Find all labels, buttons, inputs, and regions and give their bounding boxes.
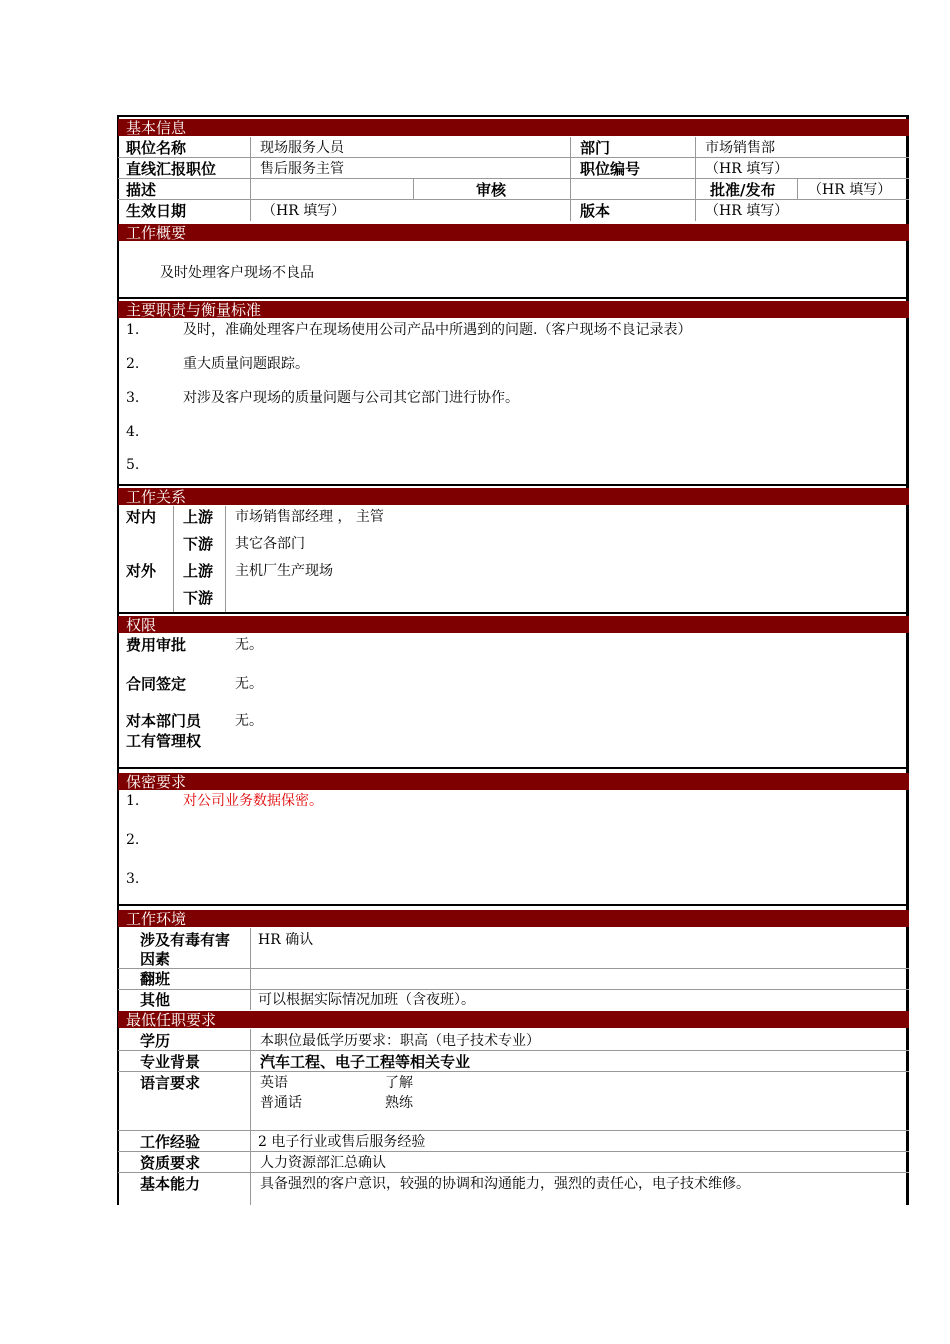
authority-label: 合同签定: [126, 675, 187, 693]
confidential-num: 3.: [126, 871, 140, 887]
major-label: 专业背景: [140, 1053, 201, 1071]
section-header-confidentiality: 保密要求: [118, 773, 909, 790]
divider: [250, 137, 251, 221]
hazard-label-line2: 因素: [140, 950, 171, 968]
upstream-label: 上游: [183, 508, 214, 526]
divider: [118, 989, 909, 990]
divider: [118, 199, 909, 200]
divider: [118, 968, 909, 969]
version-value: （HR 填写）: [705, 203, 789, 219]
section-header-summary: 工作概要: [118, 224, 909, 241]
section-header-environment: 工作环境: [118, 910, 909, 927]
divider: [797, 178, 798, 199]
divider: [118, 904, 909, 906]
section-header-requirements: 最低任职要求: [118, 1011, 909, 1028]
divider: [118, 1050, 909, 1051]
hazard-value: HR 确认: [258, 932, 314, 948]
experience-label: 工作经验: [140, 1133, 201, 1151]
authority-value: 无。: [235, 713, 263, 729]
confidential-num: 2.: [126, 832, 140, 848]
divider: [118, 1071, 909, 1072]
divider: [118, 157, 909, 158]
review-label: 审核: [476, 181, 507, 199]
divider: [695, 137, 696, 221]
divider: [118, 767, 909, 769]
other-label: 其他: [140, 991, 171, 1009]
divider: [118, 612, 909, 614]
divider: [413, 178, 414, 199]
effective-date-value: （HR 填写）: [262, 203, 346, 219]
authority-value: 无。: [235, 676, 263, 692]
duty-num: 2.: [126, 356, 140, 372]
divider: [118, 1172, 909, 1173]
duty-text: 对涉及客户现场的质量问题与公司其它部门进行协作。: [183, 390, 519, 406]
duty-num: 4.: [126, 424, 140, 440]
version-label: 版本: [580, 202, 611, 220]
language-name: 英语: [260, 1075, 288, 1091]
divider: [118, 297, 909, 299]
authority-label-line2: 工有管理权: [126, 732, 202, 750]
section-header-duties: 主要职责与衡量标准: [118, 301, 909, 318]
authority-label: 对本部门员: [126, 712, 202, 730]
job-code-label: 职位编号: [580, 160, 641, 178]
internal-upstream-value: 市场销售部经理 ， 主管: [235, 509, 384, 525]
divider: [250, 928, 251, 1010]
downstream-label: 下游: [183, 535, 214, 553]
divider: [118, 1130, 909, 1131]
approve-label: 批准/发布: [710, 181, 776, 199]
duty-num: 5.: [126, 457, 140, 473]
overtime-label: 翻班: [140, 970, 171, 988]
job-code-value: （HR 填写）: [705, 161, 789, 177]
major-value: 汽车工程、电子工程等相关专业: [260, 1053, 471, 1071]
department-label: 部门: [580, 139, 611, 157]
hazard-label: 涉及有毒有害: [140, 931, 231, 949]
divider: [250, 1029, 251, 1205]
divider: [118, 484, 909, 486]
language-level: 了解: [385, 1075, 413, 1091]
summary-text: 及时处理客户现场不良品: [160, 265, 314, 281]
section-header-authority: 权限: [118, 616, 909, 633]
external-upstream-value: 主机厂生产现场: [235, 563, 333, 579]
external-label: 对外: [126, 562, 157, 580]
divider: [173, 506, 174, 612]
effective-date-label: 生效日期: [126, 202, 187, 220]
authority-value: 无。: [235, 637, 263, 653]
other-value: 可以根据实际情况加班（含夜班）。: [258, 992, 475, 1008]
education-value: 本职位最低学历要求：职高（电子技术专业）: [260, 1033, 540, 1049]
confidential-text: 对公司业务数据保密。: [183, 793, 323, 809]
department-value: 市场销售部: [705, 140, 775, 156]
internal-label: 对内: [126, 508, 157, 526]
section-header-relations: 工作关系: [118, 488, 909, 505]
report-to-label: 直线汇报职位: [126, 160, 217, 178]
divider: [225, 506, 226, 612]
upstream-label: 上游: [183, 562, 214, 580]
divider: [118, 178, 909, 179]
approve-value: （HR 填写）: [808, 182, 892, 198]
duty-text: 及时，准确处理客户在现场使用公司产品中所遇到的问题.（客户现场不良记录表）: [183, 322, 692, 338]
language-level: 熟练: [385, 1095, 413, 1111]
divider: [570, 137, 571, 221]
language-name: 普通话: [260, 1095, 302, 1111]
authority-label: 费用审批: [126, 636, 187, 654]
divider: [118, 1151, 909, 1152]
job-title-value: 现场服务人员: [260, 140, 344, 156]
downstream-label: 下游: [183, 589, 214, 607]
duty-text: 重大质量问题跟踪。: [183, 356, 309, 372]
language-label: 语言要求: [140, 1074, 201, 1092]
section-header-basic: 基本信息: [118, 119, 909, 136]
education-label: 学历: [140, 1032, 171, 1050]
qualification-label: 资质要求: [140, 1154, 201, 1172]
internal-downstream-value: 其它各部门: [235, 536, 305, 552]
description-label: 描述: [126, 181, 157, 199]
report-to-value: 售后服务主管: [260, 161, 344, 177]
job-title-label: 职位名称: [126, 139, 187, 157]
duty-num: 3.: [126, 390, 140, 406]
qualification-value: 人力资源部汇总确认: [260, 1155, 386, 1171]
ability-value: 具备强烈的客户意识，较强的协调和沟通能力，强烈的责任心，电子技术维修。: [260, 1176, 750, 1192]
duty-num: 1.: [126, 322, 140, 338]
confidential-num: 1.: [126, 793, 140, 809]
ability-label: 基本能力: [140, 1175, 201, 1193]
experience-value: 2 电子行业或售后服务经验: [258, 1134, 426, 1150]
